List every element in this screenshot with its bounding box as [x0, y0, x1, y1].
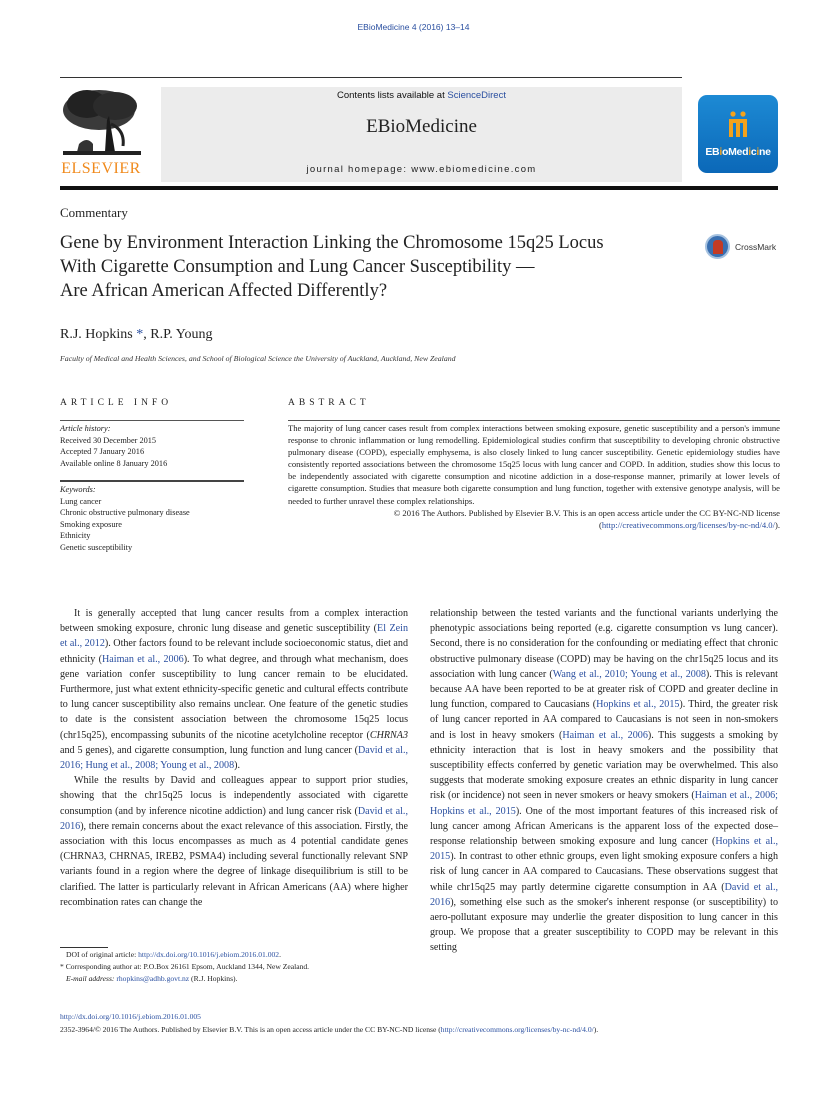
citation-link[interactable]: Haiman et al., 2006: [102, 653, 184, 665]
keywords: [60, 484, 250, 553]
article-doi-link[interactable]: http://dx.doi.org/10.1016/j.ebiom.2016.01.005: [60, 1012, 201, 1021]
footnote-divider: [60, 947, 108, 948]
article-history: [60, 423, 250, 469]
people-icon: [727, 111, 749, 137]
body-paragraph: It is generally accepted that lung cancer results from a complex interaction between smoking exposure, chronic lung disease and genetic susceptibility (El Zein et al., 2012). Other factors found to be relevant include socioeconomic status, diet and ethnicity (Haiman et al., 2006). To what degree, and through what mechanism, does gene variation confer susceptibility to lung cancer remain to be elucidated. Furthermore, just what extent ethnicity-specific genetic and cultural effects contribute to lung cancer susceptibility also remains unclear. One feature of the genetic studies to date is the consistent association between the chromosome 15q25 locus (chr15q25), encompassing subunits of the nicotine acetylcholine receptor (CHRNA3 and 5 genes), and cigarette consumption, lung function and lung cancer (David et al., 2016; Hung et al., 2008; Young et al., 2008).: [60, 608, 409, 772]
sciencedirect-link[interactable]: ScienceDirect: [447, 90, 506, 101]
citation-link[interactable]: Wang et al., 2010; Young et al., 2008: [552, 668, 706, 680]
body-paragraph: relationship between the tested variants and the functional variants underlying the phenotypic associations being reported (e.g. cigarette consumption vs lung cancer). Second, there is no consideration for the confounding or mediating effect that chronic obstructive pulmonary disease (COPD) may be having on the chr15q25 locus and its association with lung cancer (Wang et al., 2010; Young et al., 2008). This is relevant because AA have been reported to be at greater risk of COPD and greater decline in lung function, compared to Caucasians (Hopkins et al., 2015). Third, the greater risk of lung cancer reported in AA compared to Caucasians is not seen in non-smokers and is lost in heavy smokers (Haiman et al., 2006). This suggests a smoking by ethnicity interaction that is lost in heavy smokers and the possibility that susceptibility effects conferred by genetic variation may be overwhelmed. This also suggests that moderate smoking exposure creates an ethnic disparity in lung cancer risk (or incidence) not seen in never smokers or heavy smokers (Haiman et al., 2006; Hopkins et al., 2015). One of the most important features of this increased risk of lung cancer among African Americans is the apparent loss of the expected dose–response relationship between smoking exposure and lung cancer (Hopkins et al., 2015). In contrast to other ethnic groups, even light smoking exposure confers a high risk of lung cancer in AA compared to Caucasians. These observations suggest that while chr15q25 may partly determine cigarette consumption in AA (David et al., 2016), something else such as the smoker's inherent response (or susceptibility) to aero-pollutant exposure may underlie the greater disposition to lung cancer in this group. We propose that a greater susceptibility to COPD may be relevant in this setting: [430, 608, 778, 954]
keywords-label: Keywords:: [60, 485, 96, 494]
history-label: Article history:: [60, 424, 111, 433]
title-line: Are African American Affected Differently?: [60, 281, 388, 301]
elsevier-logo[interactable]: [57, 86, 145, 180]
title-line: Gene by Environment Interaction Linking the Chromosome 15q25 Locus: [60, 233, 604, 253]
author-name[interactable]: R.J. Hopkins: [60, 327, 133, 342]
crossmark-label: CrossMark: [735, 242, 777, 252]
citation-link[interactable]: Hopkins et al., 2015: [430, 836, 778, 863]
abstract-heading: ABSTRACT: [288, 398, 370, 408]
original-article-doi-link[interactable]: http://dx.doi.org/10.1016/j.ebiom.2016.01.002: [138, 950, 280, 959]
citation-link[interactable]: El Zein et al., 2012: [60, 623, 408, 650]
citation-link[interactable]: David et al., 2016; Hung et al., 2008; Young et al., 2008: [60, 744, 408, 772]
footer-license-link[interactable]: http://creativecommons.org/licenses/by-nc-nd/4.0/: [440, 1025, 594, 1034]
author-name[interactable]: R.P. Young: [150, 327, 213, 342]
footnote-email: E-mail address: rhopkins@adhb.govt.nz (R.J. Hopkins).: [66, 973, 238, 983]
author-list: R.J. Hopkins *, R.P. Young: [60, 327, 213, 342]
header-thick-divider: [60, 186, 778, 190]
article-type: Commentary: [60, 205, 128, 220]
journal-name: EBioMedicine: [366, 116, 477, 137]
keyword: Genetic susceptibility: [60, 542, 133, 552]
abstract-paragraph: The majority of lung cancer cases result from complex interactions between smoking exposure, genetic susceptibility and a person's immune response to chronic inflammation or lung remodelling. Epidemiological studies confirm that susceptibility to developing chronic obstructive pulmonary disease (COPD), especially emphysema, is also closely linked to lung cancer susceptibility. Genetic epidemiology studies have consistently reported associations between the chromosome 15q25 locus with lung cancer and COPD. In addition, studies show this locus to be independently associated with cigarette consumption and nicotine addiction in a dose-response manner, primarily at lower levels of cigarette consumption. Studies that measure both cigarette consumption and lung function, together with extensive genotype analysis, will be needed to further unravel these complex relationships.: [288, 423, 780, 506]
contents-prefix: Contents lists available at: [337, 90, 448, 101]
citation-link[interactable]: David et al., 2016: [60, 805, 408, 832]
journal-homepage-link[interactable]: journal homepage: www.ebiomedicine.com: [306, 164, 537, 175]
elsevier-wordmark: ELSEVIER: [61, 160, 141, 177]
info-divider: [60, 480, 244, 482]
affiliation: Faculty of Medical and Health Sciences, and School of Biological Science the University of Auckland, Auckland, New Zealand: [60, 354, 456, 363]
body-column-left: [60, 606, 408, 910]
keyword: Lung cancer: [60, 496, 102, 506]
license-link[interactable]: http://creativecommons.org/licenses/by-nc-nd/4.0/: [601, 519, 775, 530]
citation-link[interactable]: Hopkins et al., 2015: [596, 699, 680, 711]
keyword: Smoking exposure: [60, 519, 122, 529]
info-divider: [60, 420, 244, 421]
ebiomedicine-logo-text: EBioMedicine: [705, 146, 771, 158]
footnote-corresponding: * Corresponding author at: P.O.Box 26161 Epsom, Auckland 1344, New Zealand.: [60, 961, 310, 971]
crossmark-button[interactable]: [705, 234, 785, 260]
corresponding-author-marker[interactable]: *: [136, 327, 144, 342]
journal-banner: [161, 87, 682, 182]
header-divider: [60, 77, 682, 78]
contents-line: [161, 90, 682, 101]
article-info-heading: ARTICLE INFO: [60, 398, 173, 408]
keyword: Chronic obstructive pulmonary disease: [60, 508, 190, 517]
abstract-copyright: © 2016 The Authors. Published by Elsevier B.V. This is an open access article under the CC BY-NC-ND license (http://creativecommons.org/licenses/by-nc-nd/4.0/).: [393, 507, 780, 530]
keyword: Ethnicity: [60, 531, 91, 540]
footer-license: 2352-3964/© 2016 The Authors. Published by Elsevier B.V. This is an open access article under the CC BY-NC-ND license (http://creativecommons.org/licenses/by-nc-nd/4.0/).: [60, 1025, 599, 1034]
citation-link[interactable]: Haiman et al., 2006: [562, 729, 648, 741]
footnotes: [60, 949, 416, 984]
title-line: With Cigarette Consumption and Lung Cancer Susceptibility —: [60, 257, 535, 277]
abstract-divider: [288, 420, 780, 421]
body-column-right: [430, 606, 778, 956]
history-item: Received 30 December 2015: [60, 435, 157, 445]
history-item: Accepted 7 January 2016: [60, 447, 145, 456]
body-paragraph: While the results by David and colleagues appear to support prior studies, showing that the chr15q25 locus is independently associated with cigarette consumption (and by inference nicotine addiction) and lung cancer risk (David et al., 2016), there remain concerns about the exact relevance of this association. Firstly, the association with this locus encompasses as much as 4 potential candidate genes (CHRNA3, CHRNA5, IREB2, PSMA4) including several functionally relevant SNP variants found in a region where the degree of linkage disequilibrium is still to be clarified. The latter is particularly relevant in African Americans (AA) where higher recombination rates can change the: [60, 775, 408, 908]
ebiomedicine-logo[interactable]: [698, 95, 778, 173]
citation-link[interactable]: David et al., 2016: [430, 881, 778, 908]
journal-citation-link[interactable]: EBioMedicine 4 (2016) 13–14: [357, 22, 470, 32]
elsevier-tree-icon: [59, 86, 143, 158]
email-link[interactable]: rhopkins@adhb.govt.nz: [116, 973, 190, 983]
history-item: Available online 8 January 2016: [60, 458, 168, 468]
article-title: [60, 231, 680, 303]
citation-link[interactable]: Haiman et al., 2006; Hopkins et al., 2015: [430, 790, 778, 817]
abstract-body: [288, 422, 780, 531]
footnote-doi: DOI of original article: http://dx.doi.org/10.1016/j.ebiom.2016.01.002.: [66, 950, 282, 959]
crossmark-icon: [705, 234, 730, 259]
